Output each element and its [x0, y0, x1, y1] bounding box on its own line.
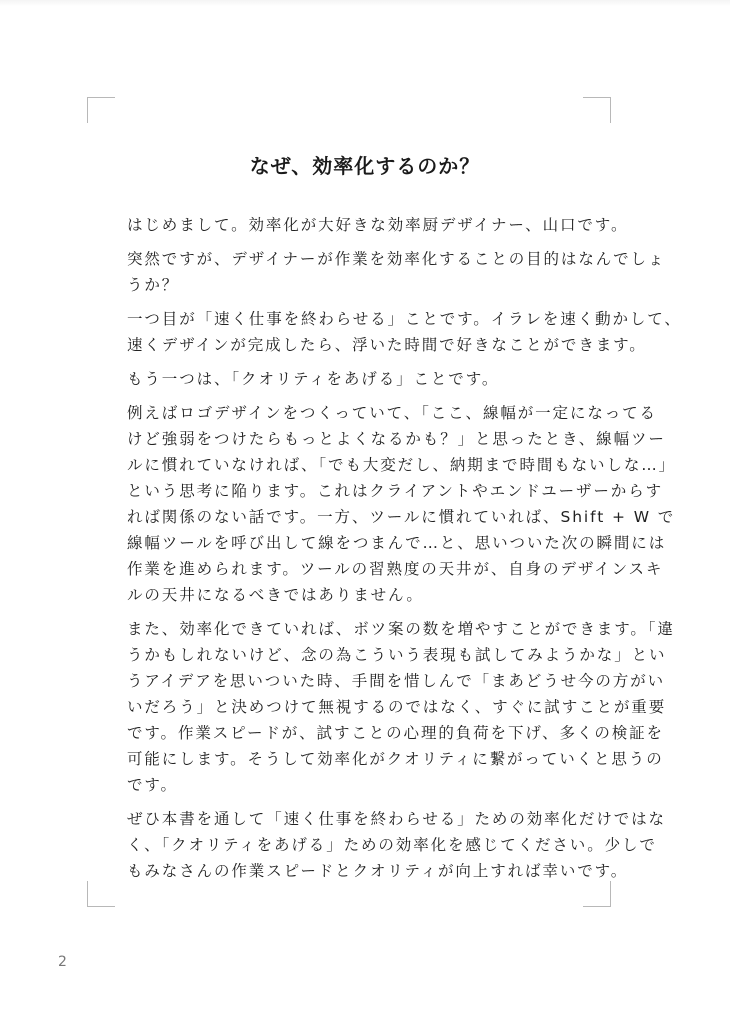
page-title: なぜ、効率化するのか？ — [249, 154, 481, 178]
text-line: れば関係のない話です。一方、ツールに慣れていれば、Shift + W で — [127, 508, 676, 526]
text-line: 例えばロゴデザインをつくっていて、「ここ、線幅が一定になってる — [127, 404, 657, 422]
text-line: うアイデアを思いついた時、手間を惜しんで「まあどうせ今の方がい — [127, 672, 666, 690]
paragraph-logo-example — [127, 400, 677, 608]
text-line: 線幅ツールを呼び出して線をつまんで…と、思いついた次の瞬間には — [127, 534, 667, 552]
paragraph-closing — [127, 806, 666, 884]
text-line: もう一つは、「クオリティをあげる」ことです。 — [127, 370, 500, 388]
text-line: うか？ — [127, 276, 180, 294]
paragraph-question — [127, 246, 666, 298]
text-line: く、「クオリティをあげる」ための効率化を感じてください。少しで — [127, 836, 657, 854]
crop-mark-bottom-right — [583, 881, 611, 907]
text-line: です。作業スピードが、試すことの心理的負荷を下げ、多くの検証を — [127, 724, 664, 742]
text-line: 速くデザインが完成したら、浮いた時間で好きなことができます。 — [127, 336, 647, 354]
text-line: 作業を進められます。ツールの習熟度の天井が、自身のデザインスキ — [127, 560, 664, 578]
text-line: はじめまして。効率化が大好きな効率厨デザイナー、山口です。 — [127, 216, 629, 234]
paragraph-first-reason — [127, 306, 682, 358]
page-number: 2 — [58, 954, 67, 970]
crop-mark-top-left — [87, 97, 115, 123]
body-text — [127, 212, 682, 892]
text-line: という思考に陥ります。これはクライアントやエンドユーザーからす — [127, 482, 663, 500]
crop-mark-top-right — [583, 97, 611, 123]
text-line: ルに慣れていなければ、「でも大変だし、納期まで時間もないしな…」 — [127, 456, 677, 474]
text-line: 突然ですが、デザイナーが作業を効率化することの目的はなんでしょ — [127, 250, 666, 268]
text-line: また、効率化できていれば、ボツ案の数を増やすことができます。「違 — [127, 620, 675, 638]
text-line: ルの天井になるべきではありません。 — [127, 586, 424, 604]
paragraph-intro — [127, 212, 629, 238]
page-top-edge — [0, 0, 730, 6]
text-line: いだろう」と決めつけて無視するのではなく、すぐに試すことが重要 — [127, 698, 667, 716]
paragraph-rejected-ideas — [127, 616, 675, 798]
crop-mark-bottom-left — [87, 881, 115, 907]
text-line: 可能にします。そうして効率化がクオリティに繋がっていくと思うの — [127, 750, 664, 768]
text-line: 一つ目が「速く仕事を終わらせる」ことです。イラレを速く動かして、 — [127, 310, 682, 328]
text-line: けど強弱をつけたらもっとよくなるかも？」と思ったとき、線幅ツー — [127, 430, 666, 448]
paragraph-second-reason — [127, 366, 587, 392]
text-line: うかもしれないけど、念の為こういう表現も試してみようかな」とい — [127, 646, 667, 664]
text-line: ぜひ本書を通して「速く仕事を終わらせる」ための効率化だけではな — [127, 810, 666, 828]
text-line: もみなさんの作業スピードとクオリティが向上すれば幸いです。 — [127, 862, 629, 880]
text-line: です。 — [127, 776, 178, 794]
